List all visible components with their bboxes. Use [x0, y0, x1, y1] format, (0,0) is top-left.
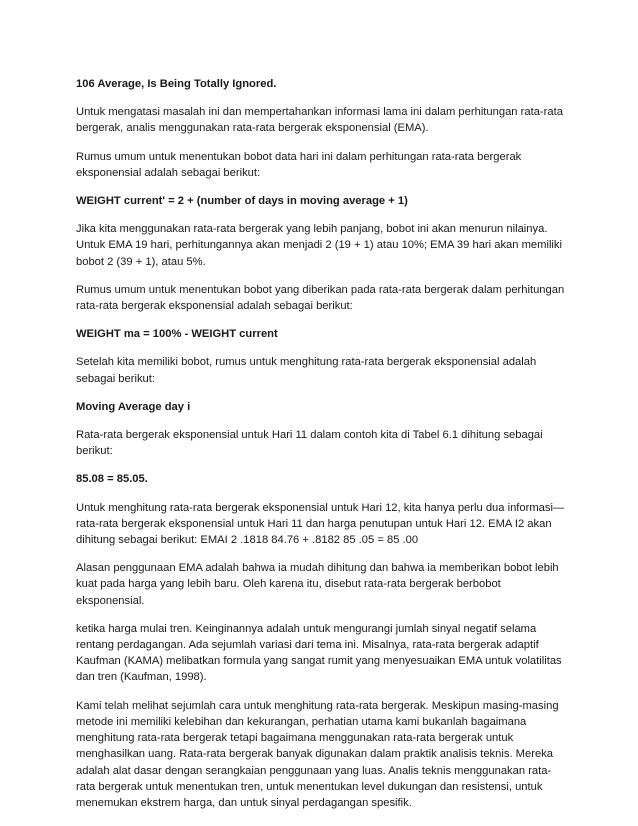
paragraph-kama: ketika harga mulai tren. Keinginannya adalah untuk mengurangi jumlah sinyal negatif selama rentang perdagangan. Ada sejumlah variasi dari tema ini. Misalnya, rata-rata bergerak adaptif Kaufman (KAMA) melibatkan formula yang sangat rumit yang menyesuaikan EMA untuk volatilitas dan tren (Kaufman, 1998).: [76, 622, 562, 684]
paragraph-ma-weight-intro: Rumus umum untuk menentukan bobot yang diberikan pada rata-rata bergerak dalam perhitungan rata-rata bergerak eksponensial adalah sebagai berikut:: [76, 283, 565, 313]
paragraph-ema-formula-intro: Setelah kita memiliki bobot, rumus untuk menghitung rata-rata bergerak eksponensial adalah sebagai berikut:: [76, 356, 537, 385]
paragraph-day-12: Untuk menghitung rata-rata bergerak eksponensial untuk Hari 12, kita hanya perlu dua informasi—rata-rata bergerak eksponensial untuk Hari 11 dan harga penutupan untuk Hari 12. EMA I2 akan dihitung sebagai berikut: EMAI 2 .1818 84.76 + .8182 85 .05 = 85 .00: [76, 501, 565, 547]
paragraph-weight-formula-intro: Rumus umum untuk menentukan bobot data hari ini dalam perhitungan rata-rata bergerak eksponensial adalah sebagai berikut:: [76, 150, 522, 179]
section-heading: 106 Average, Is Being Totally Ignored.: [76, 78, 277, 90]
paragraph-ema-reason: Alasan penggunaan EMA adalah bahwa ia mudah dihitung dan bahwa ia memberikan bobot lebih kuat pada harga yang lebih baru. Oleh karena itu, disebut rata-rata bergerak berbobot eksponensial.: [76, 562, 559, 607]
formula-weight-ma: WEIGHT ma = 100% - WEIGHT current: [76, 328, 278, 341]
paragraph-longer-average: Jika kita menggunakan rata-rata bergerak yang lebih panjang, bobot ini akan menurun nilainya. Untuk EMA 19 hari, perhitungannya akan menjadi 2 (19 + 1) atau 10%; EMA 39 hari akan memiliki bobot 2 (39 + 1), atau 5%.: [76, 223, 562, 268]
paragraph-conclusion: Kami telah melihat sejumlah cara untuk menghitung rata-rata bergerak. Meskipun masing-masing metode ini memiliki kelebihan dan kekurangan, perhatian utama kami bukanlah bagaimana menghitung rata-rata bergerak tetapi bagaimana menggunakan rata-rata bergerak untuk menghasilkan uang. Rata-rata bergerak banyak digunakan dalam praktik analisis teknis. Mereka adalah alat dasar dengan serangkaian penggunaan yang luas. Analis teknis menggunakan rata-rata bergerak untuk menentukan tren, untuk menentukan level dukungan dan resistensi, untuk menemukan ekstrem harga, dan untuk sinyal perdagangan spesifik.: [76, 699, 559, 809]
paragraph-day-11: Rata-rata bergerak eksponensial untuk Hari 11 dalam contoh kita di Tabel 6.1 dihitung sebagai berikut:: [76, 429, 543, 458]
paragraph-ema-intro: Untuk mengatasi masalah ini dan mempertahankan informasi lama ini dalam perhitungan rata-rata bergerak, analis menggunakan rata-rata bergerak eksponensial (EMA).: [76, 106, 563, 135]
formula-day-11-result: 85.08 = 85.05.: [76, 473, 148, 486]
formula-moving-average: Moving Average day i: [76, 400, 191, 413]
document-body: [76, 76, 566, 823]
formula-weight-current: WEIGHT current' = 2 + (number of days in moving average + 1): [76, 195, 408, 208]
